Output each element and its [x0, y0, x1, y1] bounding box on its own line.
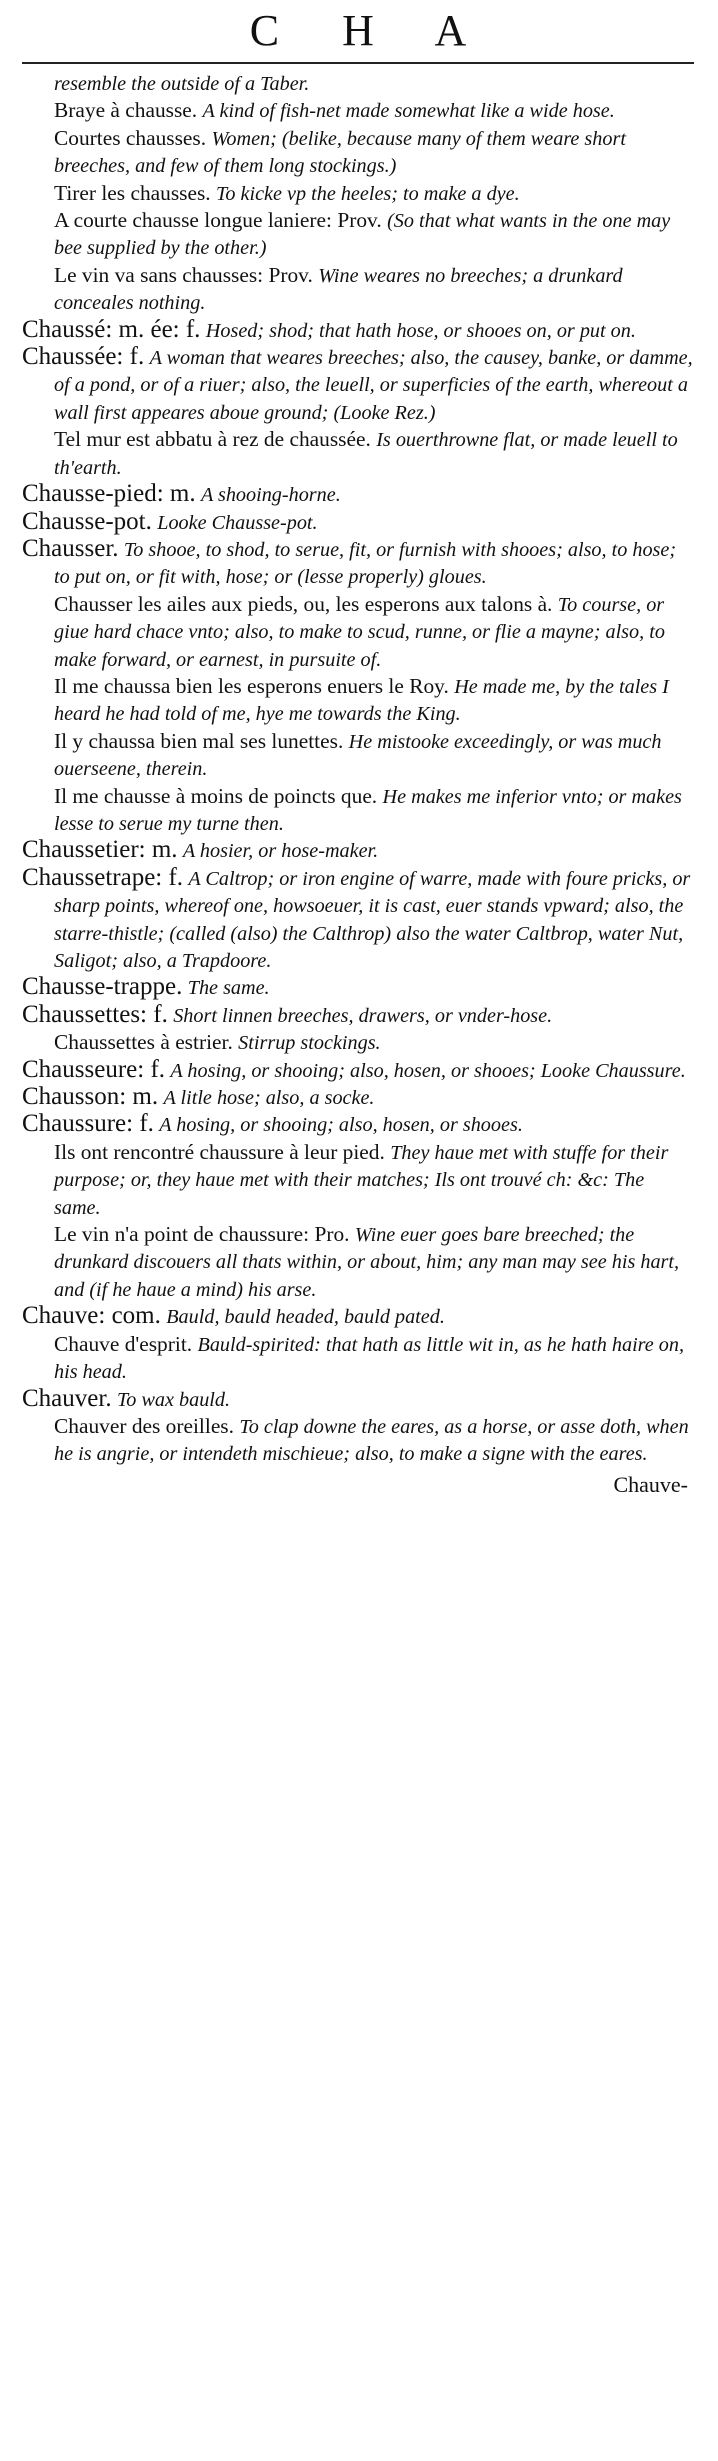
dictionary-subentry — [22, 591, 694, 673]
dictionary-entry — [22, 1111, 694, 1138]
gloss: The same. — [187, 977, 270, 1000]
gloss: Stirrup stockings. — [238, 1032, 381, 1055]
dictionary-entry — [22, 1002, 694, 1029]
headword: Il me chausse à moins de poincts que. — [54, 783, 378, 808]
gloss: A shooing-horne. — [200, 484, 341, 507]
dictionary-entry — [22, 974, 694, 1001]
gloss: To clap downe the eares, as a horse, or asse doth, when he is angrie, or intendeth mischieue; also, to make a signe with the eares. — [54, 1415, 689, 1466]
dictionary-subentry — [22, 728, 694, 783]
gloss: Looke Chausse-pot. — [157, 511, 318, 534]
dictionary-entry — [22, 1084, 694, 1111]
gloss: A litle hose; also, a socke. — [163, 1087, 375, 1110]
dictionary-subentry — [22, 262, 694, 317]
gloss: A hosier, or hose-maker. — [182, 840, 379, 863]
gloss: A hosing, or shooing; also, hosen, or shooes. — [159, 1114, 523, 1137]
catchword: Chauve- — [613, 1471, 688, 1497]
dictionary-subentry — [22, 1221, 694, 1303]
gloss: Is ouerthrowne flat, or made leuell to th'earth. — [54, 429, 678, 479]
running-head: C H A — [249, 6, 493, 55]
header-rule — [22, 62, 694, 64]
dictionary-entry — [22, 344, 694, 426]
dictionary-subentry — [22, 1029, 694, 1056]
headword: A courte chausse longue laniere: Prov. — [54, 208, 382, 233]
dictionary-subentry — [22, 180, 694, 207]
gloss: Bauld-spirited: that hath as little wit in, as he hath haire on, his head. — [54, 1333, 685, 1384]
gloss: He makes me inferior vnto; or makes lesse to serue my turne then. — [54, 785, 682, 835]
headword: Ils ont rencontré chaussure à leur pied. — [54, 1139, 385, 1164]
headword: Chaussetier: m. — [22, 836, 178, 864]
entry-list — [22, 70, 694, 1468]
dictionary-subentry — [22, 207, 694, 262]
dictionary-entry — [22, 1057, 694, 1084]
gloss: He mistooke exceedingly, or was much ouerseene, therein. — [54, 730, 662, 781]
headword: Chaussée: f. — [22, 343, 145, 371]
headword: Chaussetrape: f. — [22, 863, 184, 891]
gloss: To kicke vp the heeles; to make a dye. — [216, 182, 520, 205]
gloss: Wine weares no breeches; a drunkard conceales nothing. — [54, 264, 623, 315]
headword: Chaussettes: f. — [22, 1000, 168, 1028]
dictionary-entry — [22, 1386, 694, 1413]
dictionary-subentry — [22, 1413, 694, 1468]
dictionary-entry — [22, 509, 694, 536]
headword: Le vin va sans chausses: Prov. — [54, 262, 313, 287]
dictionary-subentry — [22, 783, 694, 838]
gloss: A woman that weares breeches; also, the causey, banke, or damme, of a pond, or of a riuer; also, the leuell, or superficies of the earth, whereout a wall first appeares aboue ground; (Looke Rez.) — [54, 347, 693, 424]
headword: Chausson: m. — [22, 1083, 159, 1111]
gloss: A kind of fish-net made somewhat like a wide hose. — [202, 100, 615, 123]
headword: Chausseure: f. — [22, 1055, 166, 1083]
headword: Le vin n'a point de chaussure: Pro. — [54, 1222, 350, 1247]
headword: Chausser. — [22, 534, 119, 562]
gloss: A Caltrop; or iron engine of warre, made with foure pricks, or sharp points, whereof one, howsoeuer, it is cast, euer stands vpward; also, the starre-thistle; (called (also) the Calthrop) also the water Caltbrop, water Nut, Saligot; also, a Trapdoore. — [54, 867, 691, 972]
headword: Tirer les chausses. — [54, 180, 211, 205]
dictionary-entry — [22, 536, 694, 591]
gloss: He made me, by the tales I heard he had told of me, hye me towards the King. — [54, 675, 669, 726]
gloss: To wax bauld. — [116, 1388, 231, 1411]
dictionary-entry — [22, 1303, 694, 1330]
gloss: To course, or giue hard chace vnto; also, to make to scud, runne, or flie a mayne; also, to make forward, or earnest, in pursuite of. — [54, 593, 665, 671]
gloss: (So that what wants in the one may bee supplied by the other.) — [54, 210, 671, 260]
dictionary-entry — [22, 317, 694, 344]
headword: Chaussé: m. ée: f. — [22, 315, 201, 343]
headword: Courtes chausses. — [54, 125, 207, 150]
headword: Il me chaussa bien les esperons enuers le Roy. — [54, 673, 449, 698]
gloss: They haue met with stuffe for their purpose; or, they haue met with their matches; Ils ont trouvé ch: &c: The same. — [54, 1141, 669, 1219]
headword: Chauve d'esprit. — [54, 1331, 193, 1356]
gloss: Hosed; shod; that hath hose, or shooes on, or put on. — [205, 319, 636, 342]
headword: Chausse-pied: m. — [22, 480, 196, 508]
dictionary-subentry — [22, 673, 694, 728]
headword: Chausser les ailes aux pieds, ou, les esperons aux talons à. — [54, 591, 553, 616]
entry-continuation — [22, 70, 694, 97]
gloss: Wine euer goes bare breeched; the drunkard discouers all thats within, or about, him; any man may see his hart, and (if he haue a mind) his arse. — [54, 1224, 680, 1301]
headword: Chaussettes à estrier. — [54, 1030, 233, 1055]
gloss: Bauld, bauld headed, bauld pated. — [166, 1306, 445, 1329]
dictionary-subentry — [22, 1139, 694, 1221]
gloss: Women; (belike, because many of them weare short breeches, and few of them long stockings.) — [54, 127, 626, 178]
gloss: A hosing, or shooing; also, hosen, or shooes; Looke Chaussure. — [170, 1059, 686, 1082]
headword: Tel mur est abbatu à rez de chaussée. — [54, 427, 371, 452]
gloss: Short linnen breeches, drawers, or vnder-hose. — [173, 1004, 553, 1027]
gloss: resemble the outside of a Taber. — [54, 73, 310, 95]
headword: Chauve: com. — [22, 1302, 161, 1330]
headword: Il y chaussa bien mal ses lunettes. — [54, 728, 344, 753]
dictionary-entry — [22, 837, 694, 864]
headword: Chausse-trappe. — [22, 973, 183, 1001]
gloss: To shooe, to shod, to serue, fit, or furnish with shooes; also, to hose; to put on, or fit with, hose; or (lesse properly) gloues. — [54, 538, 677, 589]
dictionary-subentry — [22, 125, 694, 180]
dictionary-subentry — [22, 426, 694, 481]
dictionary-entry — [22, 481, 694, 508]
dictionary-entry — [22, 865, 694, 975]
headword: Braye à chausse. — [54, 98, 198, 123]
dictionary-subentry — [22, 1331, 694, 1386]
headword: Chausse-pot. — [22, 507, 152, 535]
headword: Chauver. — [22, 1384, 112, 1412]
dictionary-subentry — [22, 97, 694, 124]
headword: Chauver des oreilles. — [54, 1413, 234, 1438]
headword: Chaussure: f. — [22, 1110, 154, 1138]
